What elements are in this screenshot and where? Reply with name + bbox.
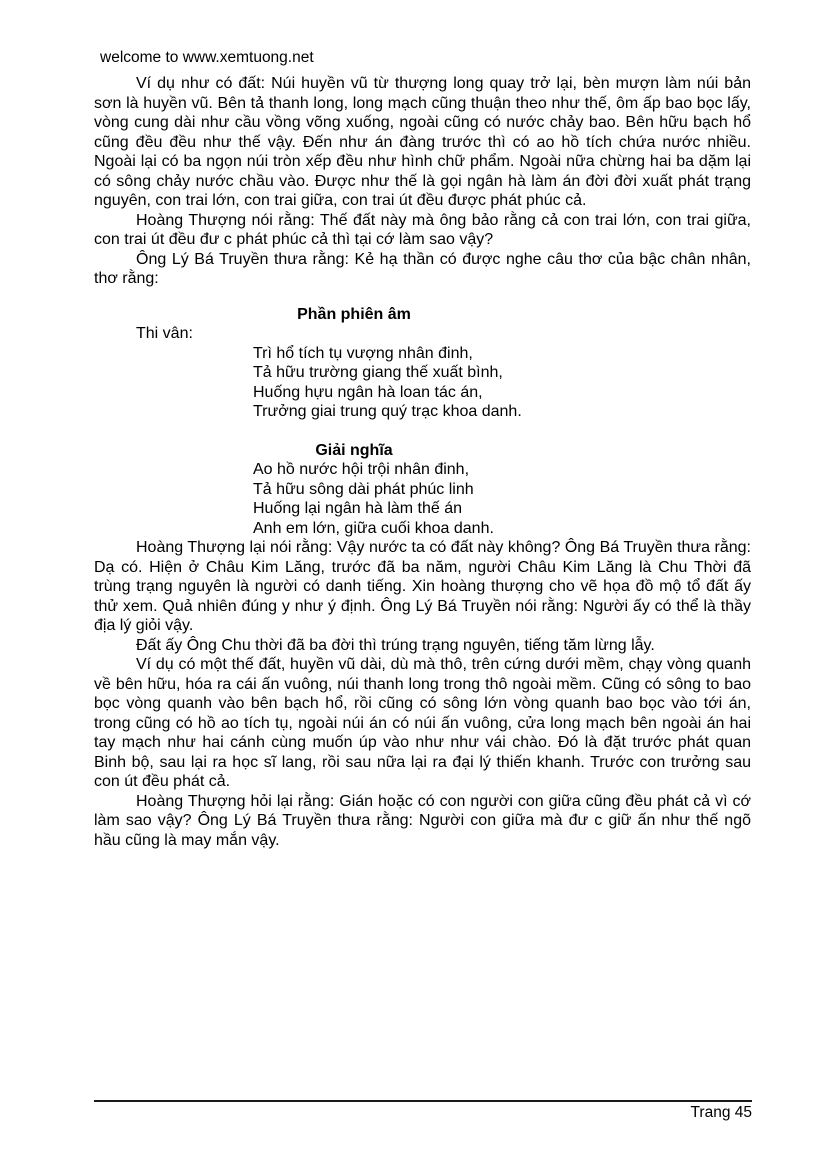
paragraph-hoang-thuong-lai-noi-rang: Hoàng Thượng lại nói rằng: Vậy nước ta có đất này không? Ông Bá Truyền thưa rằng: Dạ có. Hiện ở Châu Kim Lăng, trước đã ba năm, người Châu Kim Lăng là Chu Thời đã trùng trạng nguyên là người có danh tiếng. Xin hoàng thượng cho vẽ họa đồ mộ tổ đất ấy thử xem. Quả nhiên đúng y như ý định. Ông Lý Bá Truyền nói rằng: Người ấy có thể là thầy địa lý giỏi vậy. [94,539,751,634]
poem-giai-nghia [94,460,751,538]
poem-line: Anh em lớn, giữa cuối khoa danh. [253,519,494,537]
poem-phien-am [94,344,751,422]
poem-line: Tả hữu sông dài phát phúc linh [253,480,474,498]
paragraph-ong-ly-ba-truyen-thua-rang: Ông Lý Bá Truyền thưa rằng: Kẻ hạ thần có được nghe câu thơ của bậc chân nhân, thơ rằng: [94,250,751,287]
paragraph-hoang-thuong-hoi-lai-rang: Hoàng Thượng hỏi lại rằng: Gián hoặc có con người con giữa cũng đều phát cả vì cớ làm sao vậy? Ông Lý Bá Truyền thưa rằng: Người con giữa mà đư c giữ ấn như thế ngõ hầu cũng là may mắn vậy. [94,792,751,849]
paragraph-dat-ay-ong-chu: Đất ấy Ông Chu thời đã ba đời thì trúng trạng nguyên, tiếng tăm lừng lẫy. [136,636,655,654]
site-header-text: welcome to www.xemtuong.net [100,49,314,66]
paragraph-hoang-thuong-noi-rang: Hoàng Thượng nói rằng: Thế đất này mà ông bảo rằng cả con trai lớn, con trai giữa, con trai út đều đư c phát phúc cả thì tại cớ làm sao vậy? [94,211,751,248]
poem-line: Tả hữu trường giang thế xuất bình, [253,364,503,381]
section-title-giai-nghia: Giải nghĩa [315,441,393,459]
poem-intro-thi-van: Thi vân: [136,325,193,342]
page-number: Trang 45 [690,1104,752,1121]
poem-line: Ao hồ nước hội trội nhân đinh, [253,461,470,478]
poem-line: Trì hổ tích tụ vượng nhân đinh, [253,344,473,362]
page-content [94,74,751,850]
poem-line: Huống lại ngân hà làm thế án [253,500,463,517]
poem-line: Huống hựu ngân hà loan tác án, [253,383,483,401]
paragraph-vi-du-co-mot-the-dat: Ví dụ có một thế đất, huyền vũ dài, dù mà thô, trên cứng dưới mềm, chạy vòng quanh về bên hữu, hóa ra cái ấn vuông, núi thanh long trong thô ngoài mềm. Cũng có sông to bao bọc vòng quanh vào bên bạch hổ, rồi cũng có sông lớn vòng quanh bao bọc vào tới án, trong cũng có hồ ao tích tụ, ngoài núi án có núi ấn vuông, cửa long mạch bên ngoài án hai tay mạch như hai cánh cùng muốn úp vào như như vái chào. Đó là đặt trước phát quan Binh bộ, sau lại ra học sĩ lang, rồi sau nữa lại ra đại lý thiến khanh. Trước con trưởng sau con út đều phát cả. [94,656,751,790]
paragraph-vi-du-nhu-co-dat: Ví dụ như có đất: Núi huyền vũ từ thượng long quay trở lại, bèn mượn làm núi bản sơn là huyền vũ. Bên tả thanh long, long mạch cũng thuận theo như thế, ôm ấp bao bọc lấy, vòng cung dài như cầu vồng võng xuống, ngoài cũng có nước chảy bao. Bên hữu bạch hổ cũng đều đều như thế vậy. Đến như án đàng trước thì có ao hồ tích chứa nước nhiều. Ngoài lại có ba ngọn núi tròn xếp đều như hình chữ phẩm. Ngoài nữa chừng hai ba dặm lại có sông chảy nước chầu vào. Được như thế là gọi ngân hà làm án đời đời xuất phát trạng nguyên, con trai lớn, con trai giữa, con trai út đều được phát phúc cả. [94,75,751,209]
footer-divider [94,1100,752,1102]
section-title-phan-phien-am: Phần phiên âm [297,305,411,323]
poem-line: Trưởng giai trung quý trạc khoa danh. [253,403,522,420]
